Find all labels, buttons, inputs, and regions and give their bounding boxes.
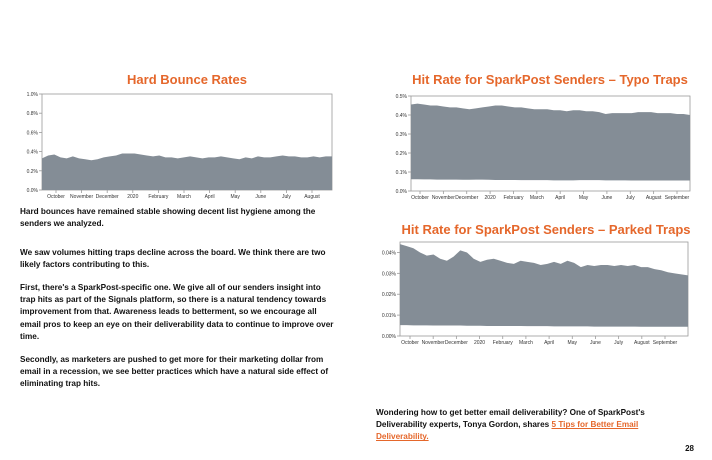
- y-tick-label: 0.8%: [26, 111, 38, 118]
- x-tick-label: 2020: [473, 340, 486, 346]
- y-tick-label: 0.2%: [395, 151, 407, 157]
- page-number: 28: [685, 444, 694, 453]
- parked-traps-chart-title: Hit Rate for SparkPost Senders – Parked Traps: [401, 222, 691, 237]
- x-tick-label: February: [148, 194, 169, 200]
- x-tick-label: May: [230, 194, 240, 200]
- x-tick-label: May: [567, 340, 577, 346]
- y-tick-label: 0.6%: [26, 130, 38, 137]
- x-tick-label: May: [578, 195, 589, 201]
- x-tick-label: June: [590, 340, 601, 346]
- tips-link[interactable]: 5 Tips for Better Email Deliverability.: [376, 420, 639, 442]
- x-tick-label: 2020: [484, 195, 496, 201]
- series-area: [400, 244, 688, 327]
- y-tick-label: 0.03%: [381, 271, 396, 278]
- y-tick-label: 0.0%: [26, 188, 38, 194]
- y-tick-label: 0.2%: [26, 168, 38, 175]
- y-tick-label: 0.0%: [395, 189, 407, 195]
- x-tick-label: August: [645, 195, 662, 201]
- x-tick-label: November: [70, 194, 94, 200]
- hard-bounce-chart-title: Hard Bounce Rates: [127, 72, 247, 87]
- x-tick-label: August: [634, 340, 650, 346]
- x-tick-label: July: [614, 340, 624, 346]
- y-tick-label: 0.04%: [381, 250, 396, 257]
- x-tick-label: 2020: [127, 194, 139, 200]
- y-tick-label: 0.4%: [395, 113, 407, 119]
- x-tick-label: December: [455, 195, 479, 201]
- cta-paragraph: [376, 407, 676, 444]
- paragraph-first-factor: First, there's a SparkPost-specific one. We give all of our senders insight into trap hits as part of the Signals platform, so there is a natural tendency towards improvement from that. Awareness leads to betterment, so we encourage all email pros to keep an eye on their deliverability data to continue to improve over time.: [20, 283, 334, 341]
- x-tick-label: October: [411, 195, 429, 201]
- x-tick-label: September: [664, 195, 690, 201]
- x-tick-label: June: [255, 194, 267, 200]
- paragraph-second-factor: Secondly, as marketers are pushed to get more for their marketing dollar from email in a recession, we see better practices which have a natural side effect of eliminating trap hits.: [20, 355, 329, 389]
- y-tick-label: 0.3%: [395, 132, 407, 138]
- x-tick-label: February: [492, 340, 513, 346]
- x-tick-label: April: [555, 195, 566, 201]
- x-tick-label: September: [652, 340, 678, 346]
- paragraph-intro: We saw volumes hitting traps decline across the board. We think there are two likely factors contributing to this.: [20, 248, 326, 270]
- typo-traps-chart-title: Hit Rate for SparkPost Senders – Typo Traps: [412, 72, 688, 87]
- paragraph-hard-bounces: Hard bounces have remained stable showing decent list hygiene among the senders we analyzed.: [20, 207, 316, 229]
- cta-text: Wondering how to get better email deliverability? One of SparkPost's Deliverability experts, Tonya Gordon, shares: [376, 408, 645, 430]
- x-tick-label: July: [625, 195, 635, 201]
- y-tick-label: 0.5%: [395, 94, 407, 100]
- x-tick-label: June: [601, 195, 613, 201]
- y-tick-label: 1.0%: [26, 92, 38, 98]
- x-tick-label: November: [421, 340, 445, 346]
- y-tick-label: 0.02%: [381, 292, 396, 299]
- x-tick-label: February: [503, 195, 524, 201]
- x-tick-label: December: [95, 194, 119, 200]
- y-tick-label: 0.01%: [381, 313, 396, 320]
- x-tick-label: April: [544, 340, 555, 346]
- x-tick-label: April: [204, 194, 215, 200]
- x-tick-label: March: [177, 194, 191, 200]
- x-tick-label: July: [281, 194, 291, 200]
- y-tick-label: 0.00%: [381, 334, 396, 340]
- y-tick-label: 0.4%: [26, 149, 38, 156]
- x-tick-label: October: [47, 194, 65, 200]
- x-tick-label: December: [444, 340, 468, 346]
- x-tick-label: November: [431, 195, 455, 201]
- x-tick-label: March: [529, 195, 544, 201]
- x-tick-label: October: [401, 340, 419, 346]
- x-tick-label: August: [304, 194, 320, 200]
- x-tick-label: March: [518, 340, 533, 346]
- y-tick-label: 0.1%: [395, 170, 407, 176]
